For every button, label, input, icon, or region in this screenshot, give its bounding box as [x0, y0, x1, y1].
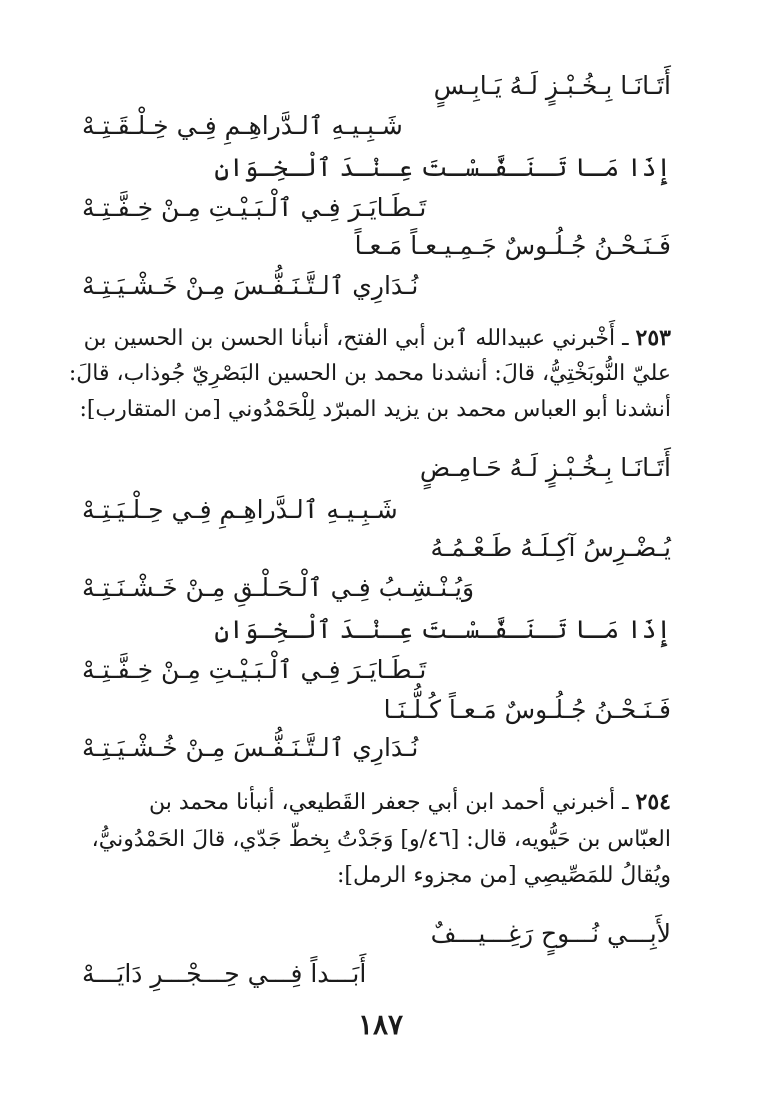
verse-line: نُـدَارِي ٱلـتَّـنَـفُّـسَ مِـنْ خَـشْـيَـتِـهْ [82, 271, 419, 300]
entry-253-line-2: عليّ النُّوبَخْتِيُّ، قالَ: أنشدنا محمد بن الحسين البَصْرِيّ جُوذاب، قالَ: [68, 361, 671, 386]
entry-254-line-1 [149, 784, 671, 820]
entry-number: ٢٥٣ [635, 325, 671, 351]
verse-line: أَتَـانَـا بِـخُـبْـزٍ لَـهُ يَـابِـسٍ [433, 71, 671, 100]
page-number: ١٨٧ [357, 1008, 404, 1041]
verse-line: إِذَا مَـا تَـنَـفَّـسْـتَ عِـنْـدَ ٱلْـخِـوَانِ [214, 615, 671, 644]
verse-line: لأَبِـــي نُـــوحٍ رَغِـــيـــفٌ [430, 919, 671, 948]
verse-line: يُـضْـرِسُ آكِـلَـهُ طَـعْـمُـهُ [430, 533, 671, 562]
verse-line: إِذَا مَـا تَـنَـفَّـسْـتَ عِـنْـدَ ٱلْـخِـوَانِ [214, 153, 671, 182]
verse-line: فَـنَـحْـنُ جُـلُـوسٌ جَـمِـيـعـاً مَـعـاً [354, 231, 671, 260]
verse-line: نُـدَارِي ٱلـتَّـنَـفُّـسَ مِـنْ خُـشْـيَـتِـهْ [82, 733, 419, 762]
entry-number: ٢٥٤ [635, 789, 671, 815]
entry-254-line-2: العبّاس بن حَيُّويه، قال: [٤٦/و] وَجَدْتُ بِخطّ جَدّي، قالَ الحَمْدُونيُّ، [91, 827, 671, 852]
entry-text: ـ أَخْبرني عبيدالله ٱبن أبي الفتح، أنبأنا الحسن بن الحسين بن [83, 326, 629, 351]
verse-line: تَـطَـايَـرَ فِـي ٱلْـبَـيْـتِ مِـنْ خِـفَّـتِـهْ [82, 193, 427, 222]
entry-text: ـ أخبرني أحمد ابن أبي جعفر القَطيعي، أنبأنا محمد بن [148, 790, 629, 815]
verse-line: تَـطَـايَـرَ فِـي ٱلْـبَـيْـتِ مِـنْ خِـفَّـتِـهْ [82, 655, 427, 684]
entry-253-line-3: أنشدنا أبو العباس محمد بن يزيد المبرّد لِلْحَمْدُوني [من المتقارب]: [79, 397, 671, 422]
verse-line: فَـنَـحْـنُ جُـلُـوسٌ مَـعـاً كُـلُّـنَـا [383, 695, 671, 724]
verse-line: أَتَـانَـا بِـخُـبْـزٍ لَـهُ حَـامِـضٍ [419, 453, 671, 482]
verse-line: وَيُـنْـشِـبُ فِـي ٱلْـحَـلْـقِ مِـنْ خَـشْـنَـتِـهْ [82, 573, 475, 602]
verse-line: أَبَـــداً فِـــي حِـــجْـــرِ دَايَـــهْ [82, 959, 367, 988]
verse-line: شَـبِـيـهِ ٱلـدَّراهِـمِ فِـي خِـلْـقَـتِـهْ [82, 111, 403, 140]
verse-line: شَـبِـيـهِ ٱلـدَّراهِـمِ فِـي حِـلْـيَـتِـهْ [82, 495, 398, 524]
entry-253-line-1 [84, 320, 671, 356]
entry-254-line-3: ويُقالُ للمَصِّيصِي [من مجزوء الرمل]: [337, 863, 671, 888]
